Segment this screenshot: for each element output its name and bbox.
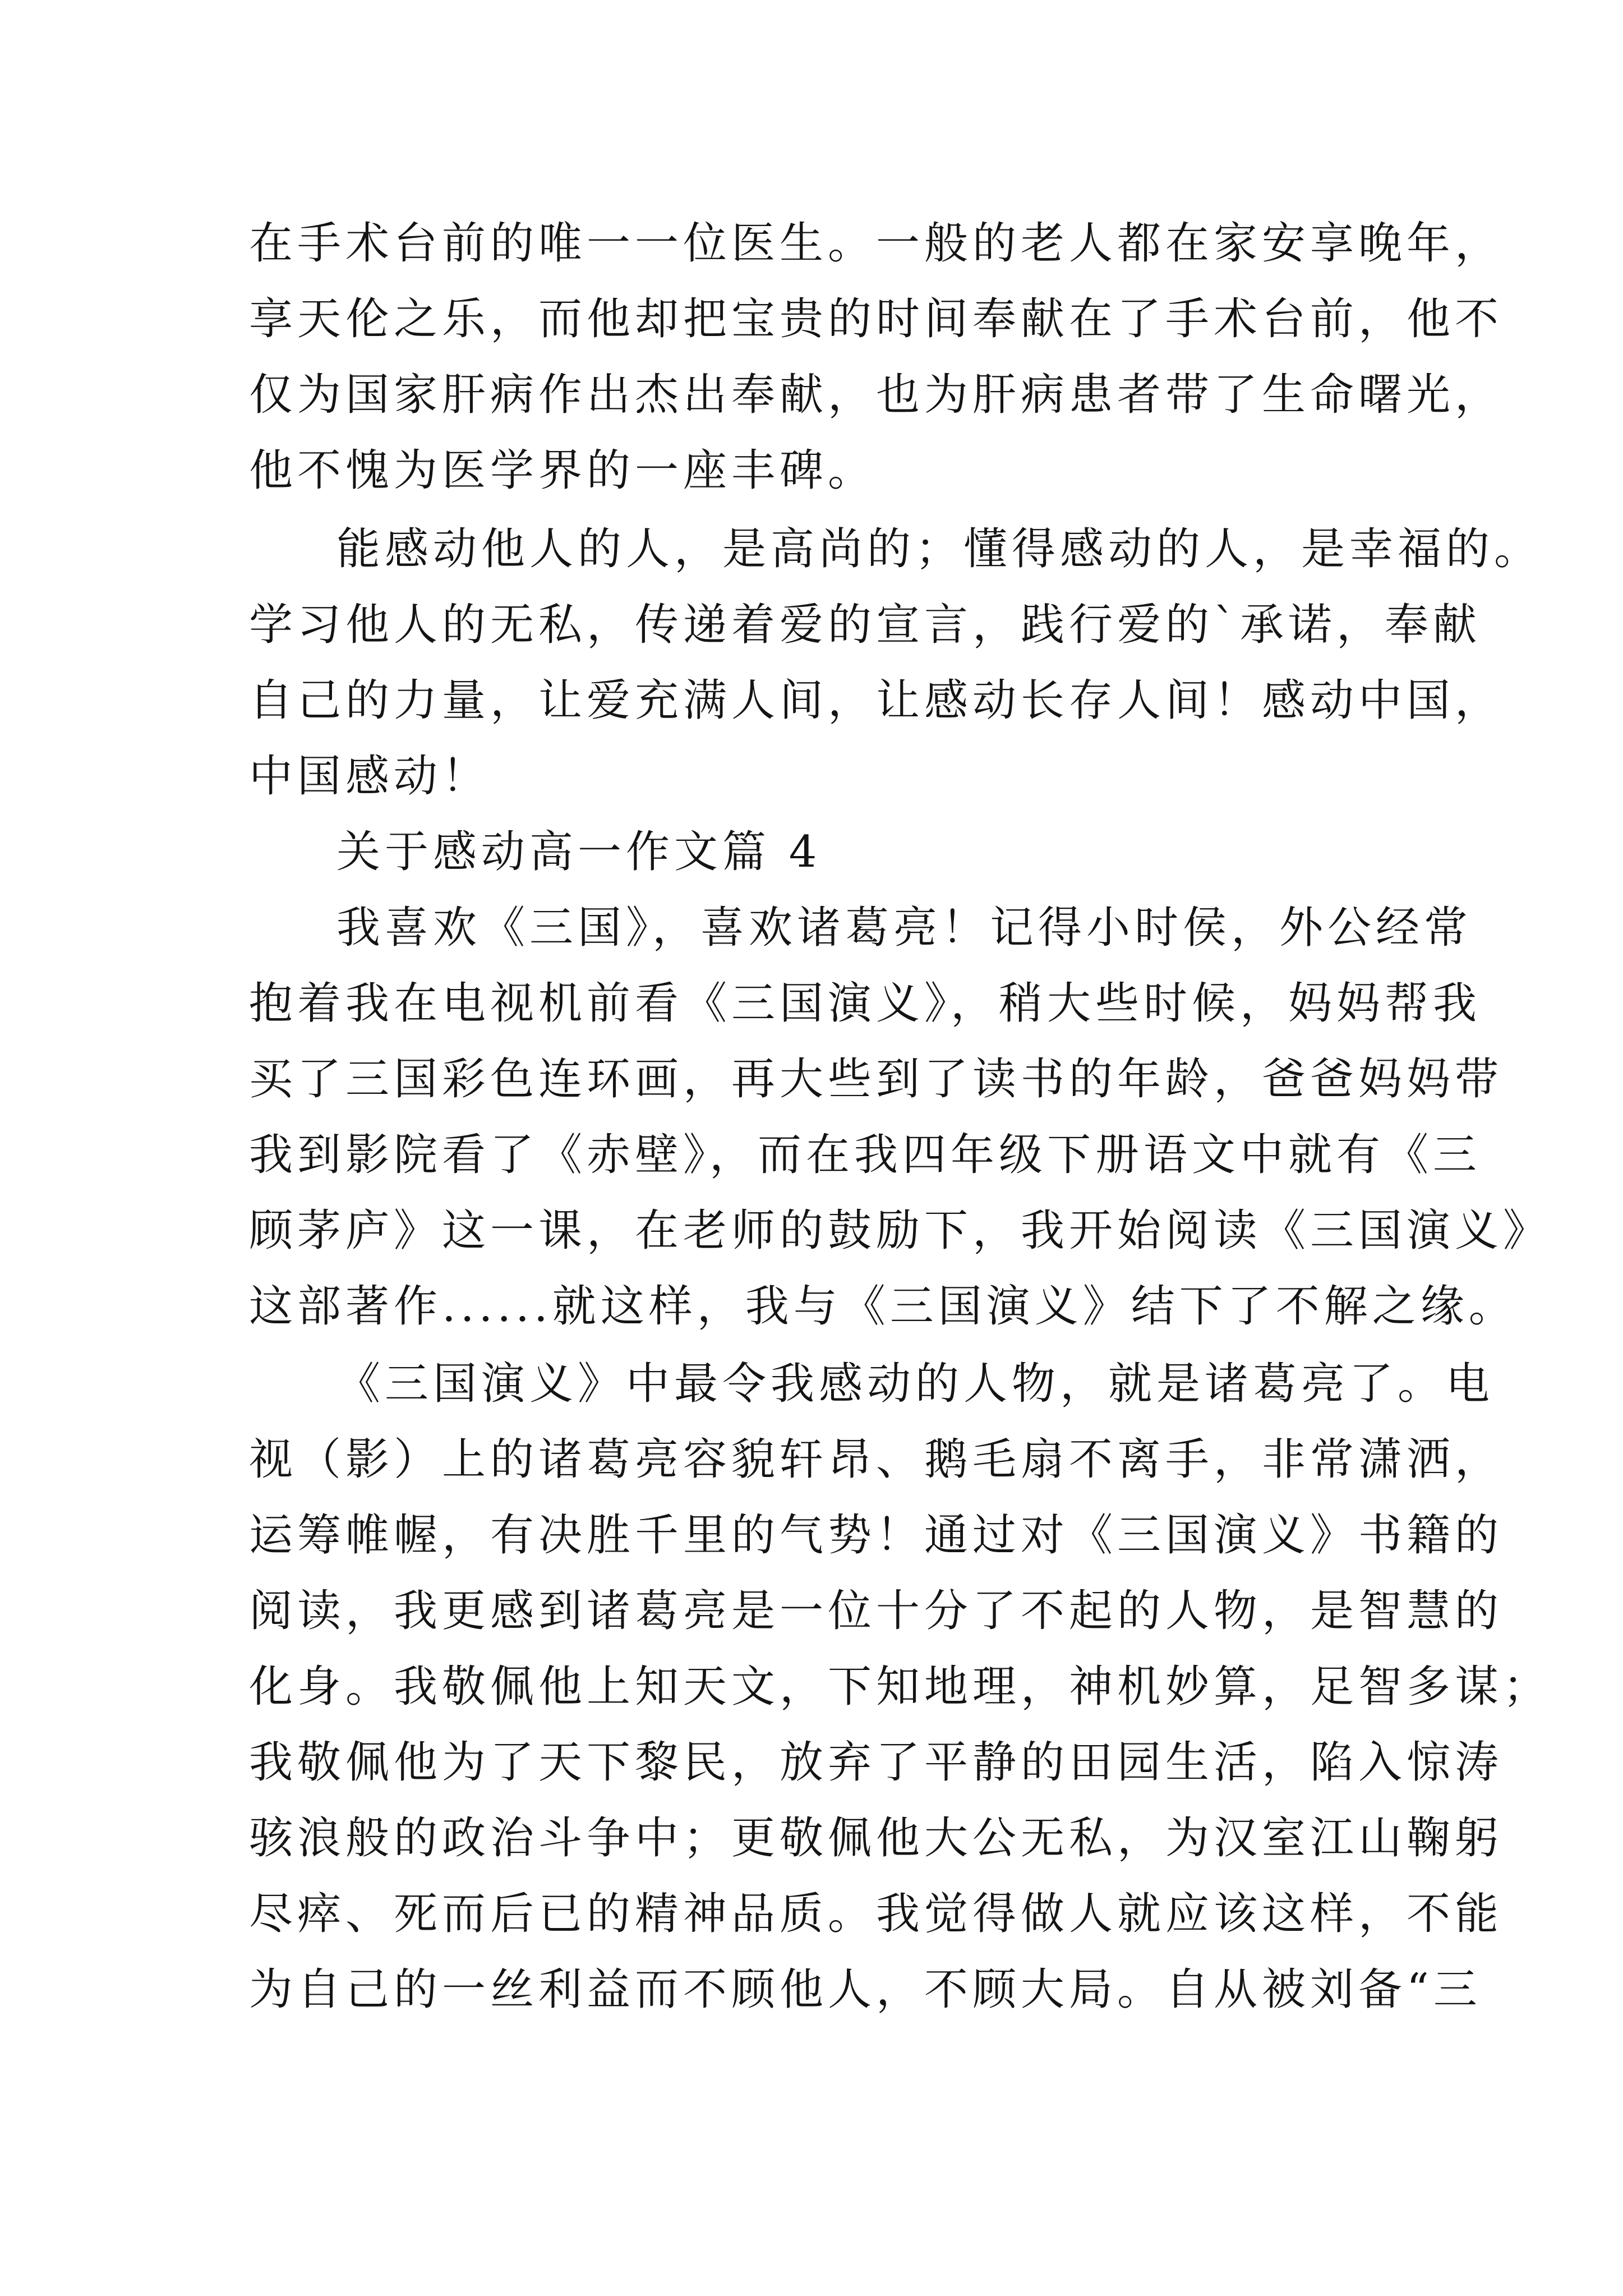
- text-line: 他不愧为医学界的一座丰碑。: [249, 445, 877, 496]
- text-line: 买了三国彩色连环画，再大些到了读书的年龄，爸爸妈妈带: [249, 1054, 1504, 1105]
- text-line: 在手术台前的唯一一位医生。一般的老人都在家安享晚年，: [249, 218, 1504, 269]
- text-line: 尽瘁、死而后已的精神品质。我觉得做人就应该这样，不能: [249, 1889, 1504, 1939]
- text-line: 中国感动！: [249, 751, 491, 802]
- text-line: 视（影）上的诸葛亮容貌轩昂、鹅毛扇不离手，非常潇洒，: [249, 1434, 1504, 1485]
- section-heading: 关于感动高一作文篇 4: [336, 827, 822, 877]
- text-line: 我敬佩他为了天下黎民，放弃了平静的田园生活，陷入惊涛: [249, 1737, 1504, 1788]
- text-line: 运筹帷幄，有决胜千里的气势！通过对《三国演义》书籍的: [249, 1510, 1504, 1561]
- text-line: 顾茅庐》这一课，在老师的鼓励下，我开始阅读《三国演义》: [249, 1205, 1552, 1256]
- text-line: 为自己的一丝利益而不顾他人，不顾大局。自从被刘备“三: [249, 1964, 1482, 2015]
- text-line: 能感动他人的人，是高尚的；懂得感动的人，是幸福的。: [336, 524, 1543, 574]
- text-line: 仅为国家肝病作出杰出奉献，也为肝病患者带了生命曙光，: [249, 370, 1504, 420]
- text-line: 阅读，我更感到诸葛亮是一位十分了不起的人物，是智慧的: [249, 1586, 1504, 1636]
- text-line: 我喜欢《三国》，喜欢诸葛亮！记得小时侯，外公经常: [336, 903, 1473, 953]
- text-line: 化身。我敬佩他上知天文，下知地理，神机妙算，足智多谋；: [249, 1662, 1552, 1712]
- text-line: 自己的力量，让爱充满人间，让感动长存人间！感动中国，: [249, 675, 1504, 726]
- text-line: 骇浪般的政治斗争中；更敬佩他大公无私，为汉室江山鞠躬: [249, 1813, 1504, 1864]
- text-line: 学习他人的无私，传递着爱的宣言，践行爱的`承诺，奉献: [249, 600, 1482, 650]
- text-line: 享天伦之乐，而他却把宝贵的时间奉献在了手术台前，他不: [249, 294, 1504, 344]
- text-line: 《三国演义》中最令我感动的人物，就是诸葛亮了。电: [336, 1359, 1495, 1409]
- text-line: 这部著作......就这样，我与《三国演义》结下了不解之缘。: [249, 1281, 1517, 1332]
- text-line: 抱着我在电视机前看《三国演义》，稍大些时候，妈妈帮我: [249, 978, 1482, 1029]
- text-line: 我到影院看了《赤壁》，而在我四年级下册语文中就有《三: [249, 1130, 1482, 1180]
